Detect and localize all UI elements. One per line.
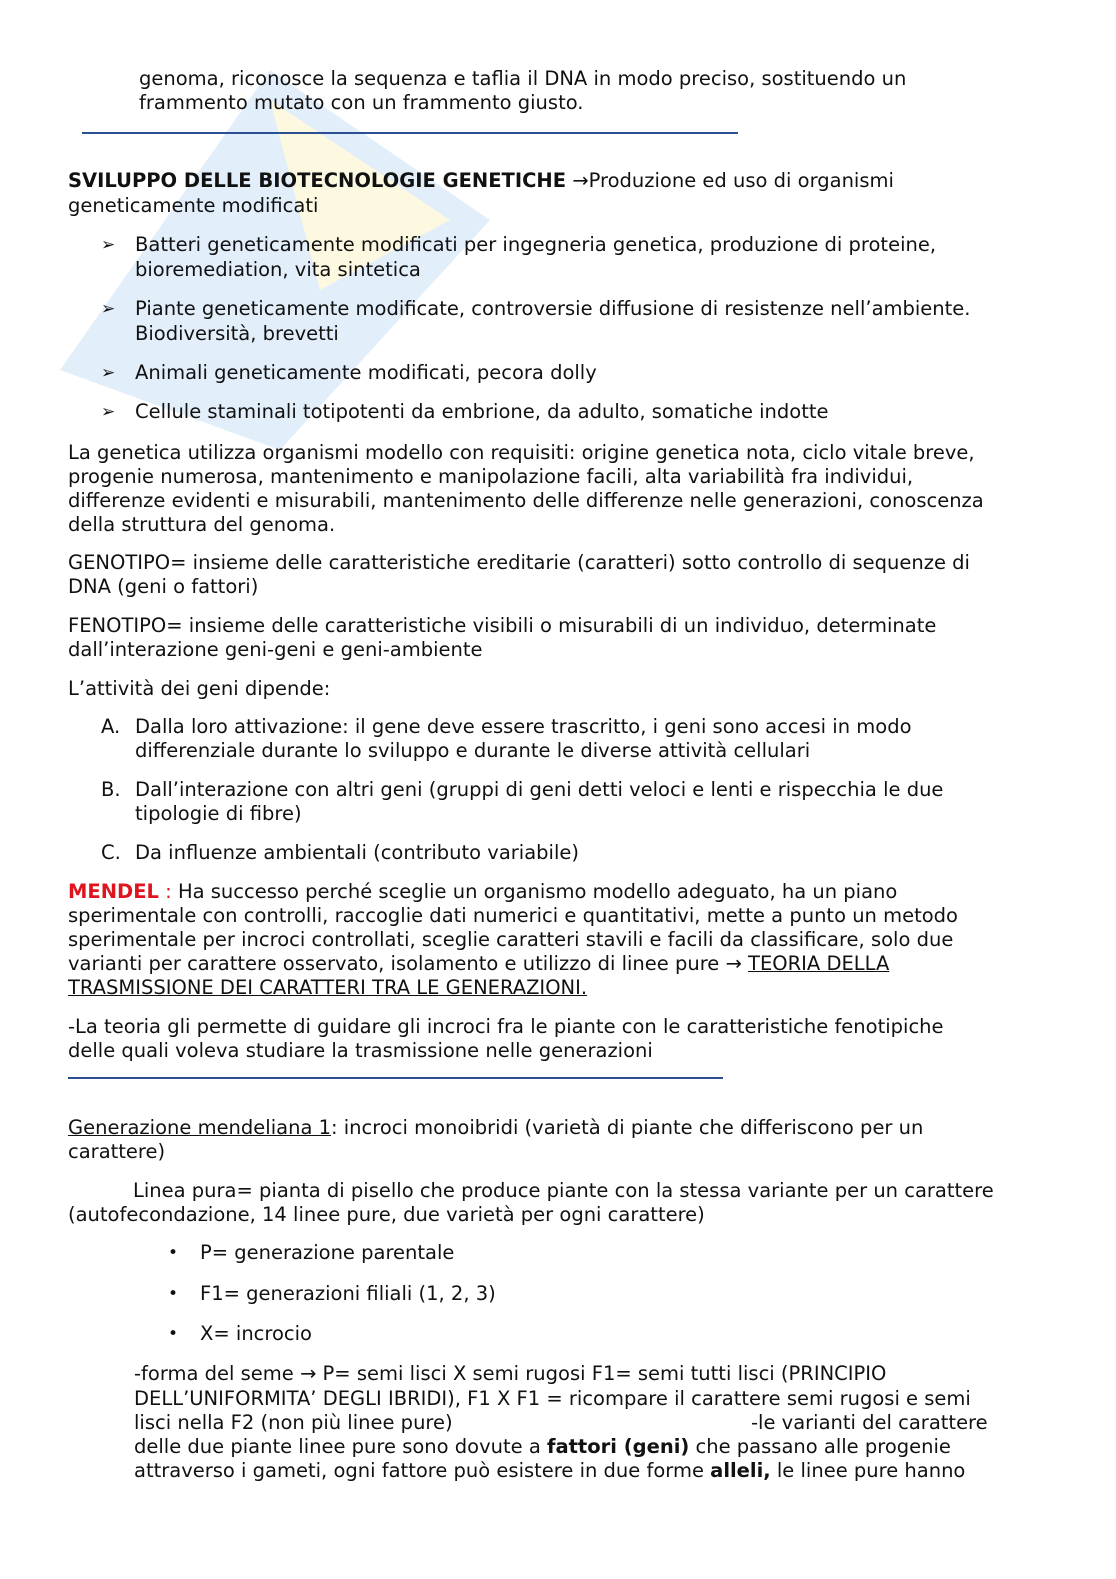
- biotech-heading-line: [68, 169, 894, 194]
- bullet-1-line-1: Batteri geneticamente modificati per ingegneria genetica, produzione di proteine,: [135, 233, 937, 256]
- biotech-heading-rest: Produzione ed uso di organismi: [588, 169, 894, 192]
- def-p: P= generazione parentale: [200, 1241, 455, 1264]
- mendel-text-1: Ha successo perché sceglie un organismo modello adeguato, ha un piano: [171, 880, 898, 903]
- arrow-bullet-icon: ➢: [101, 363, 116, 383]
- seed-line-3a: lisci nella F2 (non più linee pure): [134, 1411, 453, 1434]
- mendel-line-1: [68, 880, 897, 905]
- mendel-theory-title: TEORIA DELLA: [748, 952, 890, 975]
- model-orgs-line-1: La genetica utilizza organismi modello con requisiti: origine genetica nota, ciclo vitale breve,: [68, 441, 975, 464]
- arrow-bullet-icon: ➢: [101, 235, 116, 255]
- seed-line-3b: -le varianti del carattere: [751, 1411, 988, 1434]
- separator-line-2: [68, 1077, 723, 1079]
- def-f1: F1= generazioni filiali (1, 2, 3): [200, 1282, 496, 1305]
- seed-text-1b: P= semi lisci X semi rugosi F1= semi tutti lisci (PRINCIPIO: [322, 1362, 887, 1385]
- seed-text-1a: -forma del seme: [134, 1362, 294, 1385]
- intro-line-1: genoma, riconosce la sequenza e taflia il DNA in modo preciso, sostituendo un: [139, 67, 907, 90]
- activity-c-line-1: Da influenze ambientali (contributo variabile): [135, 841, 579, 864]
- theory-line-2: delle quali voleva studiare la trasmissione nelle generazioni: [68, 1039, 653, 1062]
- model-orgs-line-4: della struttura del genoma.: [68, 513, 336, 536]
- mendel-colon: :: [158, 880, 172, 903]
- mendel-theory-title-2: TRASMISSIONE DEI CARATTERI TRA LE GENERAZIONI.: [68, 976, 588, 999]
- generation-line-1: [68, 1116, 923, 1141]
- generation-text-1: : incroci monoibridi (varietà di piante che differiscono per un: [331, 1116, 924, 1139]
- arrow-bullet-icon: ➢: [101, 299, 116, 319]
- fenotipo-line-1: FENOTIPO= insieme delle caratteristiche visibili o misurabili di un individuo, determinate: [68, 614, 937, 637]
- seed-line-5: [134, 1459, 965, 1484]
- activity-letter-b: B.: [101, 778, 121, 801]
- seed-line-4: [134, 1435, 951, 1460]
- bullet-dot-icon: •: [168, 1243, 179, 1263]
- activity-letter-a: A.: [101, 715, 121, 738]
- generation-title: Generazione mendeliana 1: [68, 1116, 331, 1139]
- activity-b-line-1: Dall’interazione con altri geni (gruppi di geni detti veloci e lenti e rispecchia le due: [135, 778, 944, 801]
- seed-line-2: DELL’UNIFORMITA’ DEGLI IBRIDI), F1 X F1 = ricompare il carattere semi rugosi e semi: [134, 1387, 971, 1410]
- bullet-1-line-2: bioremediation, vita sintetica: [135, 258, 421, 281]
- fenotipo-line-2: dall’interazione geni-geni e geni-ambiente: [68, 638, 483, 661]
- arrow-bullet-icon: ➢: [101, 402, 116, 422]
- biotech-heading-rest-2: geneticamente modificati: [68, 194, 319, 217]
- seed-line-1: [134, 1362, 886, 1387]
- activity-a-line-1: Dalla loro attivazione: il gene deve essere trascritto, i geni sono accesi in modo: [135, 715, 912, 738]
- theory-line-1: -La teoria gli permette di guidare gli incroci fra le piante con le caratteristiche fenotipiche: [68, 1015, 944, 1038]
- bullet-dot-icon: •: [168, 1324, 179, 1344]
- seed-text-4a: delle due piante linee pure sono dovute a: [134, 1435, 547, 1458]
- activity-a-line-2: differenziale durante lo sviluppo e durante le diverse attività cellulari: [135, 739, 811, 762]
- seed-fattori: fattori (geni): [546, 1435, 690, 1458]
- mendel-name: MENDEL: [68, 880, 159, 903]
- model-orgs-line-2: progenie numerosa, mantenimento e manipolazione facili, alta variabilità fra individui,: [68, 465, 914, 488]
- bullet-2-line-1: Piante geneticamente modificate, controversie diffusione di resistenze nell’ambiente.: [135, 297, 971, 320]
- generation-line-2: carattere): [68, 1140, 166, 1163]
- mendel-line-4: [68, 952, 889, 977]
- activity-b-line-2: tipologie di fibre): [135, 802, 302, 825]
- linea-pura-line-2: (autofecondazione, 14 linee pure, due varietà per ogni carattere): [68, 1203, 705, 1226]
- seed-text-5a: attraverso i gameti, ogni fattore può esistere in due forme: [134, 1459, 711, 1482]
- bullet-3-line-1: Animali geneticamente modificati, pecora dolly: [135, 361, 597, 384]
- bullet-2-line-2: Biodiversità, brevetti: [135, 322, 339, 345]
- arrow-icon: →: [572, 169, 589, 192]
- intro-line-2: frammento mutato con un frammento giusto.: [139, 91, 584, 114]
- seed-text-5c: le linee pure hanno: [770, 1459, 966, 1482]
- arrow-icon: →: [293, 1362, 323, 1385]
- seed-alleli: alleli,: [710, 1459, 771, 1482]
- mendel-line-3: sperimentale per incroci controllati, sceglie caratteri stavili e facili da classificare, solo due: [68, 928, 954, 951]
- genotipo-line-2: DNA (geni o fattori): [68, 575, 259, 598]
- arrow-icon: →: [719, 952, 749, 975]
- def-x: X= incrocio: [200, 1322, 312, 1345]
- activity-letter-c: C.: [101, 841, 121, 864]
- model-orgs-line-3: differenze evidenti e misurabili, mantenimento delle differenze nelle generazioni, conoscenza: [68, 489, 984, 512]
- bullet-4-line-1: Cellule staminali totipotenti da embrione, da adulto, somatiche indotte: [135, 400, 829, 423]
- separator-line-1: [82, 132, 738, 134]
- seed-text-4c: che passano alle progenie: [689, 1435, 951, 1458]
- mendel-text-4a: varianti per carattere osservato, isolamento e utilizzo di linee pure: [68, 952, 720, 975]
- biotech-heading: SVILUPPO DELLE BIOTECNOLOGIE GENETICHE: [68, 169, 567, 192]
- genotipo-line-1: GENOTIPO= insieme delle caratteristiche ereditarie (caratteri) sotto controllo di sequenze di: [68, 551, 970, 574]
- linea-pura-line-1: Linea pura= pianta di pisello che produce piante con la stessa variante per un carattere: [133, 1179, 994, 1202]
- mendel-line-2: sperimentale con controlli, raccoglie dati numerici e quantitativi, mette a punto un metodo: [68, 904, 958, 927]
- bullet-dot-icon: •: [168, 1284, 179, 1304]
- activity-intro: L’attività dei geni dipende:: [68, 677, 331, 700]
